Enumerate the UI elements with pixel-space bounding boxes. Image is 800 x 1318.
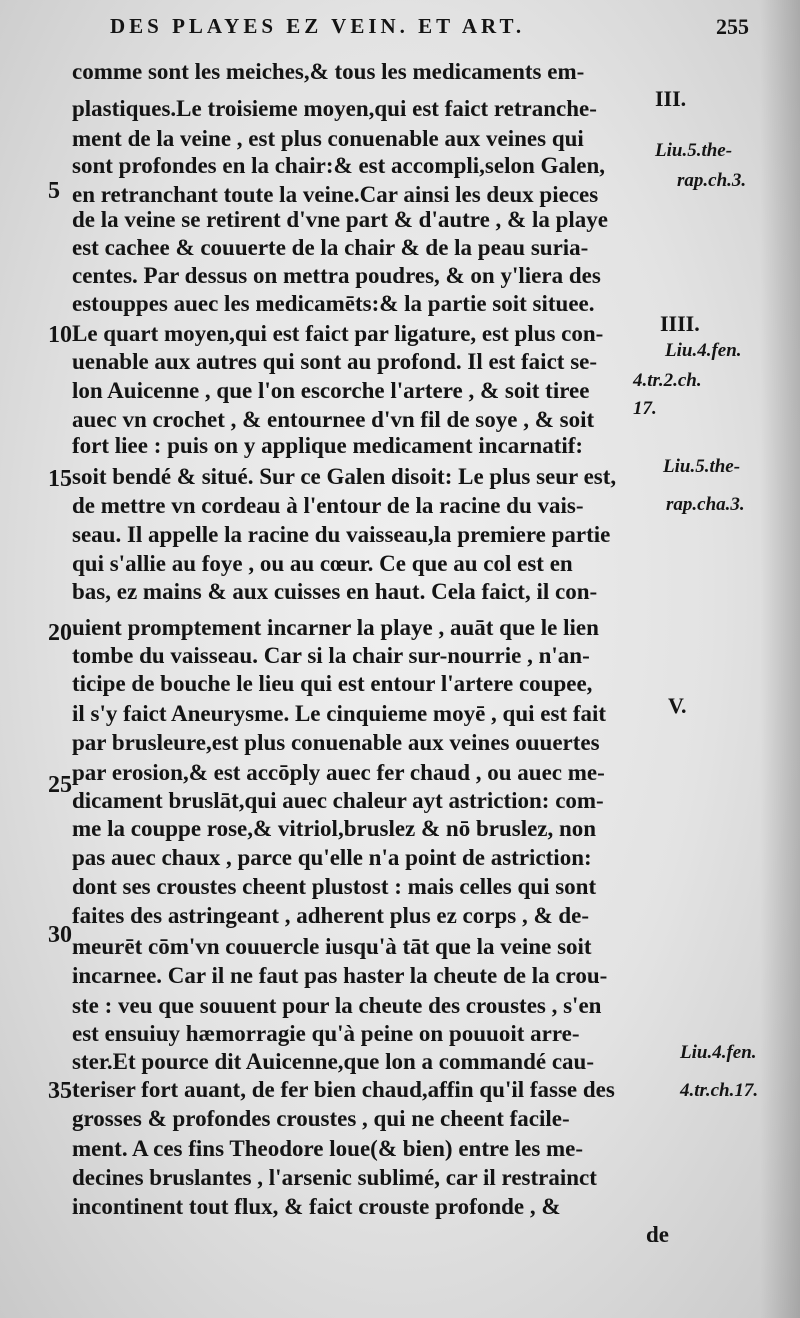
marginal-note: Liu.5.the- — [655, 140, 733, 161]
marginal-note: IIII. — [660, 311, 700, 336]
line-number: 5 — [48, 178, 60, 204]
text-line: estouppes auec les medicamēts:& la partie soit situee. — [72, 291, 595, 316]
text-line: centes. Par dessus on mettra poudres, & on y'liera des — [72, 263, 601, 288]
text-line: en retranchant toute la veine.Car ainsi les deux pieces — [72, 182, 599, 207]
text-line: ste : veu que souuent pour la cheute des croustes , s'en — [72, 993, 602, 1018]
text-line: auec vn crochet , & entournee d'vn fil de soye , & soit — [72, 407, 595, 432]
text-line: fort liee : puis on y applique medicament incarnatif: — [72, 433, 584, 458]
text-line: faites des astringeant , adherent plus ez corps , & de- — [72, 903, 590, 928]
line-number: 35 — [48, 1078, 72, 1104]
running-title: DES PLAYES EZ VEIN. ET ART. — [110, 14, 526, 38]
text-line: lon Auicenne , que l'on escorche l'artere , & soit tiree — [72, 378, 590, 403]
text-line: comme sont les meiches,& tous les medicaments em- — [72, 59, 585, 84]
text-line: ment. A ces fins Theodore loue(& bien) entre les me- — [72, 1136, 584, 1161]
marginal-note: 4.tr.ch.17. — [680, 1080, 759, 1101]
text-line: decines bruslantes , l'arsenic sublimé, car il restrainct — [72, 1165, 597, 1190]
text-line: soit bendé & situé. Sur ce Galen disoit: Le plus seur est, — [72, 464, 617, 489]
text-line: grosses & profondes croustes , qui ne cheent facile- — [72, 1106, 570, 1131]
text-line: plastiques.Le troisieme moyen,qui est faict retranche- — [72, 96, 597, 121]
marginal-note: III. — [655, 86, 687, 111]
text-line: par brusleure,est plus conuenable aux veines ouuertes — [72, 730, 600, 755]
marginal-note: V. — [668, 693, 687, 718]
line-number: 30 — [48, 922, 72, 948]
marginal-note: 4.tr.2.ch. — [633, 370, 702, 391]
text-line: pas auec chaux , parce qu'elle n'a point de astriction: — [72, 845, 592, 870]
text-line: ster.Et pource dit Auicenne,que lon a commandé cau- — [72, 1049, 594, 1074]
text-line: uient promptement incarner la playe , auāt que le lien — [72, 615, 599, 640]
marginal-note: Liu.5.the- — [663, 456, 741, 477]
line-number: 10 — [48, 322, 72, 348]
text-line: dicament bruslāt,qui auec chaleur ayt astriction: com- — [72, 788, 604, 813]
text-line: teriser fort auant, de fer bien chaud,affin qu'il fasse des — [72, 1077, 615, 1102]
text-line: de mettre vn cordeau à l'entour de la racine du vais- — [72, 493, 584, 518]
line-number: 20 — [48, 620, 72, 646]
marginal-note: rap.ch.3. — [677, 170, 747, 191]
text-line: sont profondes en la chair:& est accompli,selon Galen, — [72, 153, 606, 178]
text-line: ticipe de bouche le lieu qui est entour l'artere coupee, — [72, 671, 593, 696]
text-line: me la couppe rose,& vitriol,bruslez & nō bruslez, non — [72, 816, 597, 841]
text-line: incarnee. Car il ne faut pas haster la cheute de la crou- — [72, 963, 608, 988]
text-line: qui s'allie au foye , ou au cœur. Ce que au col est en — [72, 551, 573, 576]
page-edge-shadow — [760, 0, 800, 1318]
text-line: incontinent tout flux, & faict crouste profonde , & — [72, 1194, 561, 1219]
text-line: ment de la veine , est plus conuenable aux veines qui — [72, 126, 584, 151]
line-number: 15 — [48, 466, 72, 492]
text-line: par erosion,& est accōply auec fer chaud , ou auec me- — [72, 760, 605, 785]
page-number: 255 — [716, 14, 749, 39]
text-line: bas, ez mains & aux cuisses en haut. Cela faict, il con- — [72, 579, 598, 604]
text-line: est cachee & couuerte de la chair & de la peau suria- — [72, 235, 589, 260]
text-line: Le quart moyen,qui est faict par ligature, est plus con- — [72, 321, 604, 346]
text-line: dont ses croustes cheent plustost : mais celles qui sont — [72, 874, 597, 899]
text-line: uenable aux autres qui sont au profond. Il est faict se- — [72, 349, 598, 374]
marginal-note: Liu.4.fen. — [680, 1042, 757, 1063]
text-line: meurēt cōm'vn couuercle iusqu'à tāt que la veine soit — [72, 934, 592, 959]
catchword: de — [646, 1222, 669, 1247]
text-line: est ensuiuy hæmorragie qu'à peine on pouuoit arre- — [72, 1021, 580, 1046]
marginal-note: Liu.4.fen. — [665, 340, 742, 361]
text-line: tombe du vaisseau. Car si la chair sur-nourrie , n'an- — [72, 643, 590, 668]
text-line: il s'y faict Aneurysme. Le cinquieme moyē , qui est fait — [72, 701, 607, 726]
marginal-note: rap.cha.3. — [666, 494, 745, 515]
marginal-note: 17. — [633, 398, 657, 419]
text-line: seau. Il appelle la racine du vaisseau,la premiere partie — [72, 522, 611, 547]
text-line: de la veine se retirent d'vne part & d'autre , & la playe — [72, 207, 608, 232]
line-number: 25 — [48, 772, 72, 798]
